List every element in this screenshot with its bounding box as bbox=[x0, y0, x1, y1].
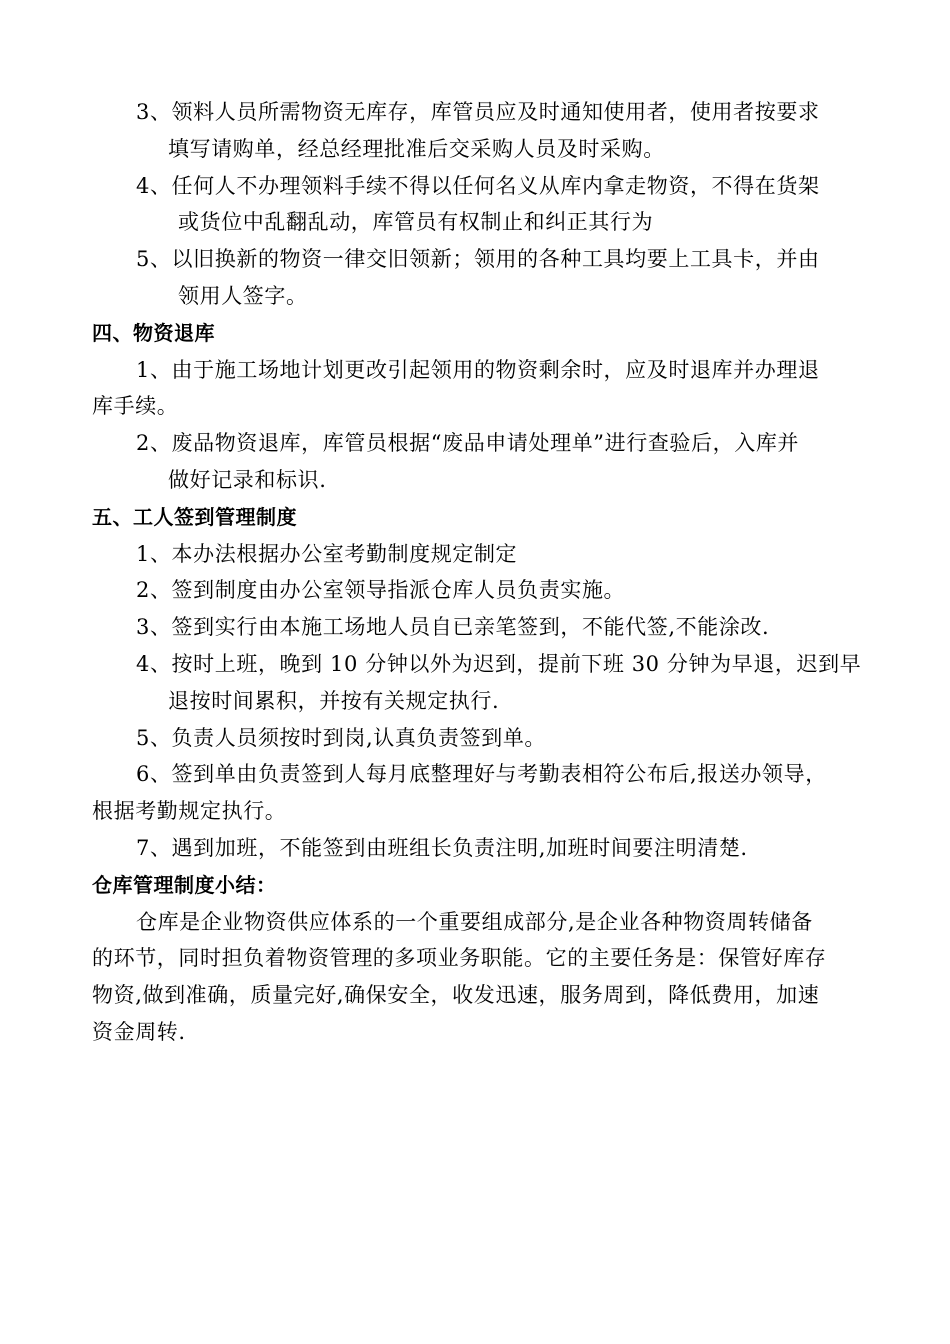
summary-heading: 仓库管理制度小结： bbox=[92, 872, 277, 897]
sec5-item6-line1: 6、签到单由负责签到人每月底整理好与考勤表相符公布后,报送办领导， bbox=[136, 762, 827, 787]
sec4-item2-line1: 2、废品物资退库，库管员根据“废品申请处理单”进行查验后，入库并 bbox=[136, 431, 800, 456]
sec3-item4-line2: 或货位中乱翻乱动，库管员有权制止和纠正其行为 bbox=[178, 210, 654, 235]
sec5-item6-line2: 根据考勤规定执行。 bbox=[92, 799, 287, 824]
sec4-item1-line1: 1、由于施工场地计划更改引起领用的物资剩余时，应及时退库并办理退 bbox=[136, 357, 820, 382]
summary-line1: 仓库是企业物资供应体系的一个重要组成部分,是企业各种物资周转储备 bbox=[136, 909, 813, 934]
sec3-item3-line2: 填写请购单，经总经理批准后交采购人员及时采购。 bbox=[168, 136, 665, 161]
sec3-item5-line2: 领用人签字。 bbox=[178, 283, 308, 308]
sec3-item3-line1: 3、领料人员所需物资无库存，库管员应及时通知使用者，使用者按要求 bbox=[136, 100, 820, 124]
sec4-item2-line2: 做好记录和标识. bbox=[168, 467, 327, 492]
sec5-item3: 3、签到实行由本施工场地人员自已亲笔签到，不能代签,不能涂改. bbox=[136, 615, 770, 640]
sec5-item4-line2: 退按时间累积，并按有关规定执行. bbox=[168, 688, 500, 713]
summary-line3: 物资,做到准确，质量完好,确保安全，收发迅速，服务周到，降低费用，加速 bbox=[92, 983, 820, 1008]
section5-heading: 五、工人签到管理制度 bbox=[92, 504, 297, 529]
sec5-item7: 7、遇到加班，不能签到由班组长负责注明,加班时间要注明清楚. bbox=[136, 835, 748, 860]
summary-line4: 资金周转. bbox=[92, 1019, 186, 1044]
sec5-item2: 2、签到制度由办公室领导指派仓库人员负责实施。 bbox=[136, 578, 626, 603]
sec5-item5: 5、负责人员须按时到岗,认真负责签到单。 bbox=[136, 725, 547, 750]
sec4-item1-line2: 库手续。 bbox=[92, 394, 179, 419]
sec5-item1: 1、本办法根据办公室考勤制度规定制定 bbox=[136, 541, 518, 566]
document-page bbox=[92, 94, 862, 1051]
sec5-item4-line1: 4、按时上班，晚到 10 分钟以外为迟到，提前下班 30 分钟为早退，迟到早 bbox=[136, 651, 862, 676]
sec3-item5-line1: 5、以旧换新的物资一律交旧领新；领用的各种工具均要上工具卡，并由 bbox=[136, 247, 820, 272]
sec3-item4-line1: 4、任何人不办理领料手续不得以任何名义从库内拿走物资，不得在货架 bbox=[136, 173, 820, 198]
section4-heading: 四、物资退库 bbox=[92, 320, 215, 345]
summary-line2: 的环节，同时担负着物资管理的多项业务职能。它的主要任务是：保管好库存 bbox=[92, 946, 827, 971]
